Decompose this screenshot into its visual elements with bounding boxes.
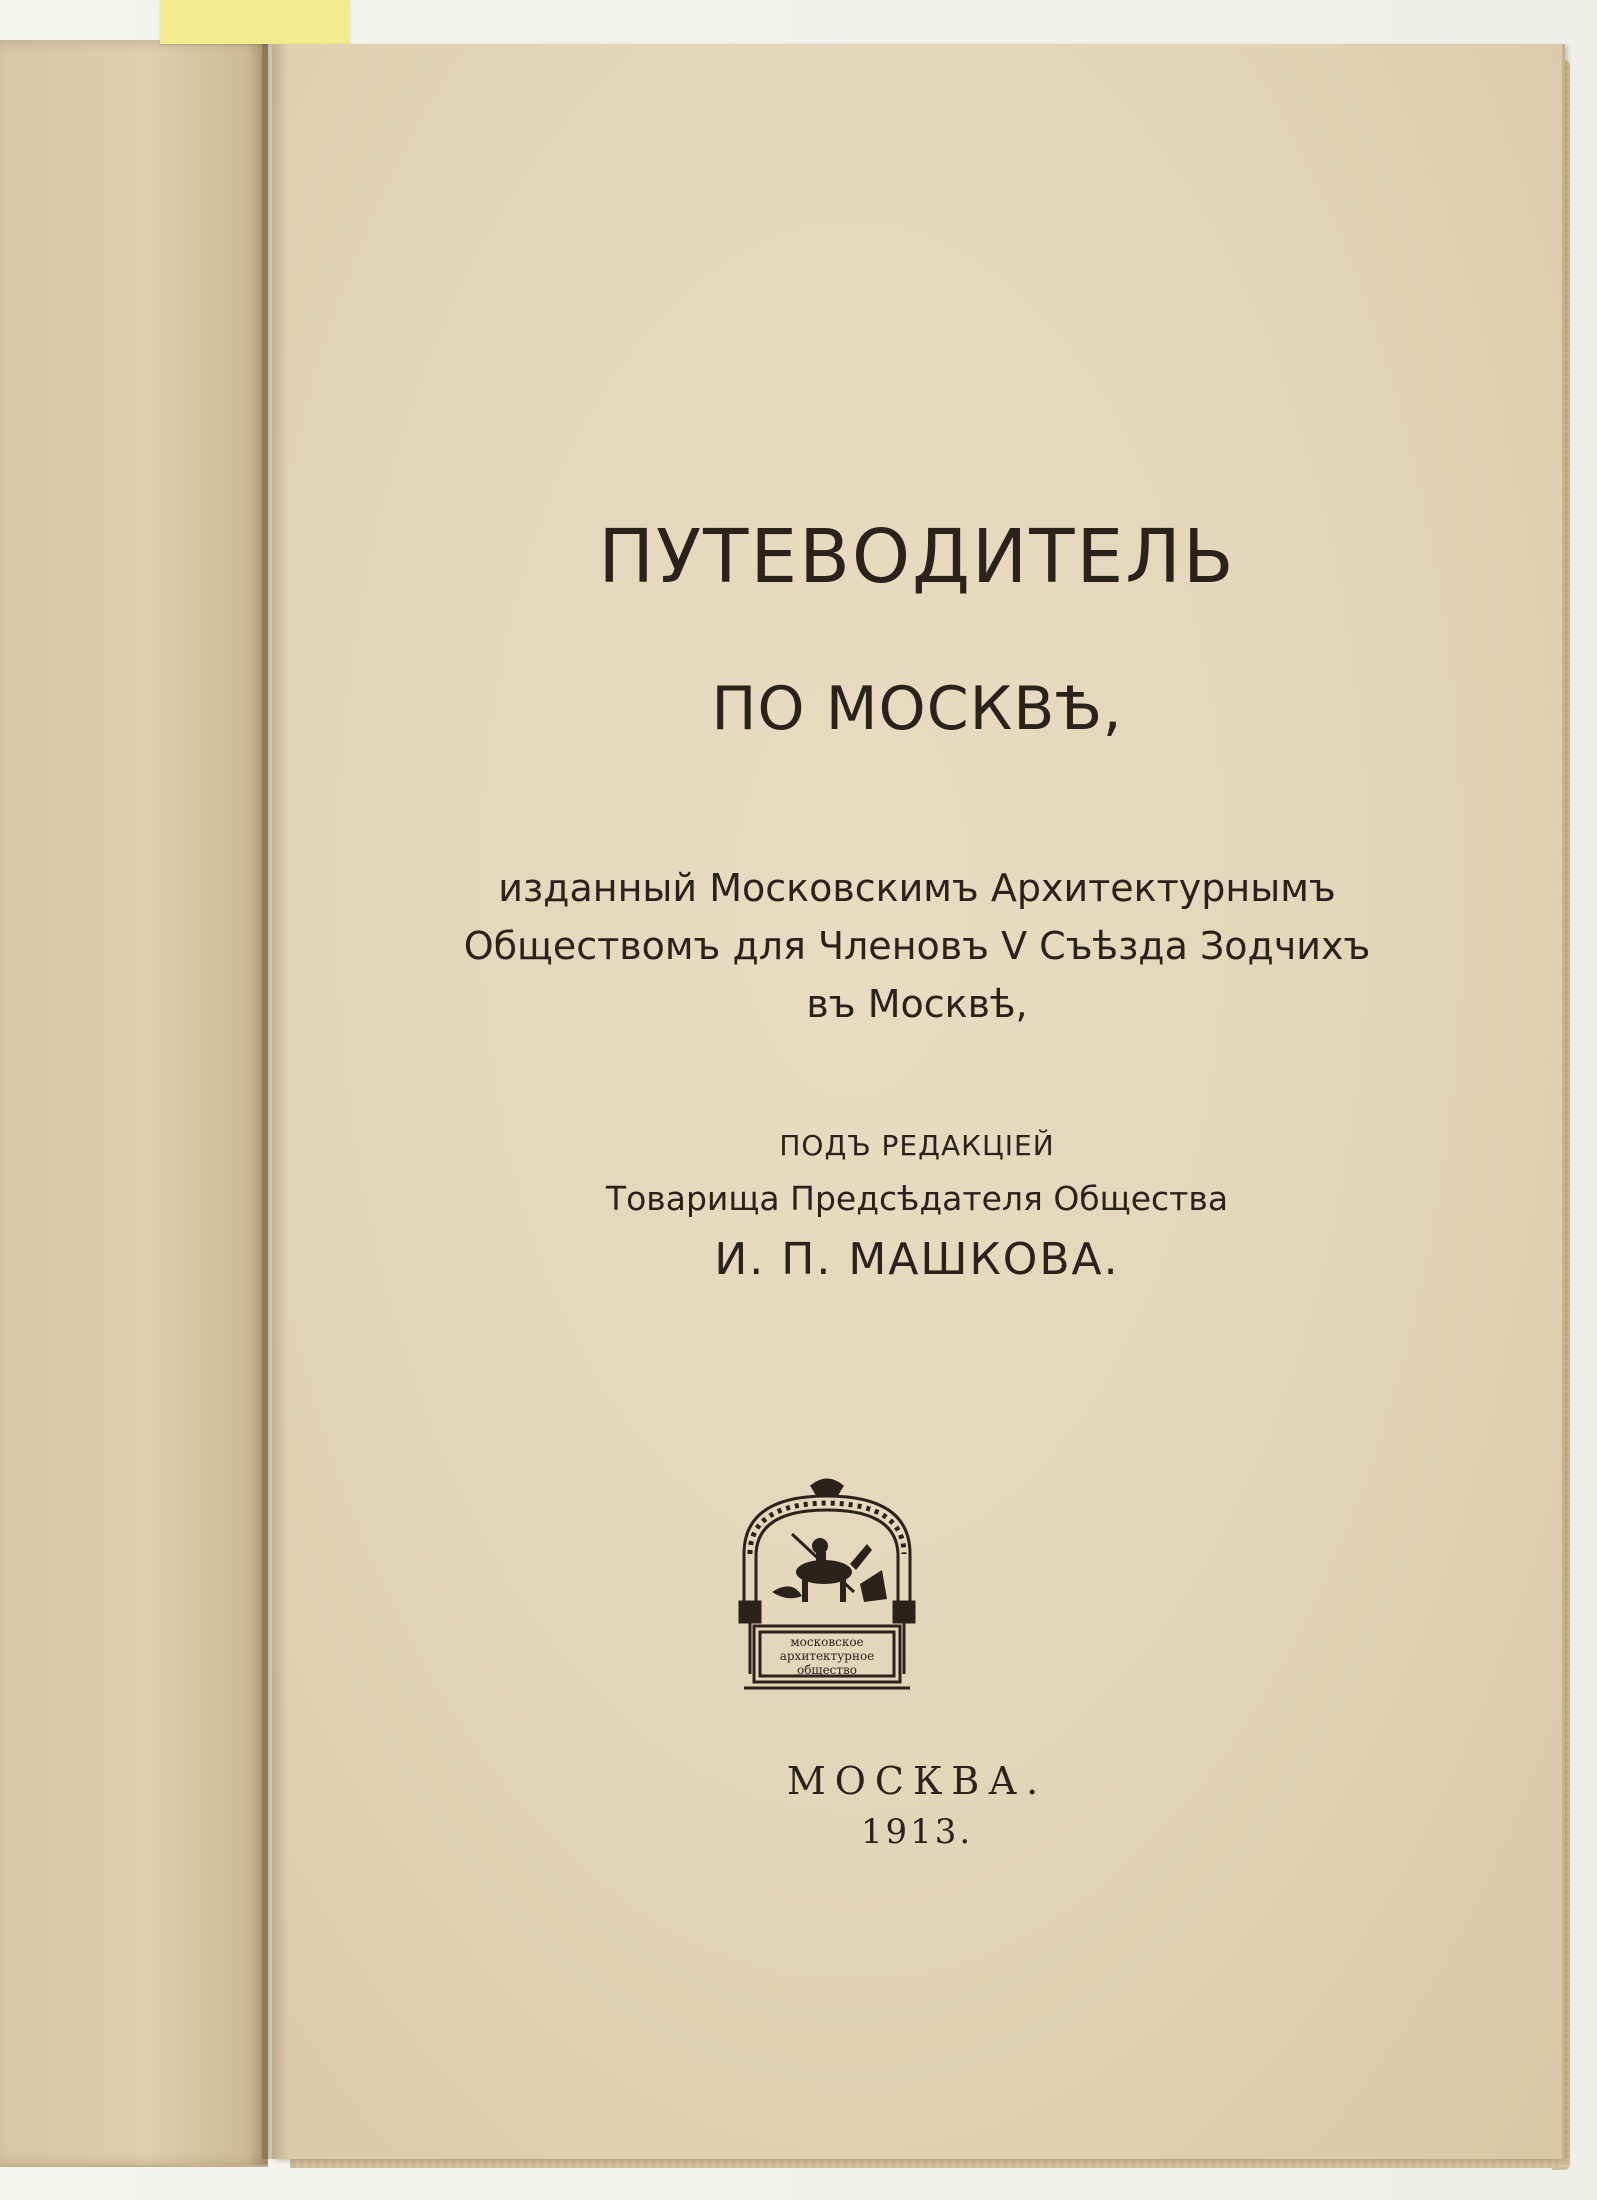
editor-label: ПОДЪ РЕДАКЦІЕЙ [779,1129,1055,1162]
sticky-note [160,0,350,44]
emblem-line-1: московское [790,1635,864,1649]
editor-name: И. П. МАШКОВА. [714,1234,1120,1285]
society-emblem-icon [732,1474,922,1704]
book-subtitle: ПО МОСКВѢ, [711,674,1123,744]
description-line-3: въ Москвѣ, [806,982,1028,1026]
publication-year: 1913. [860,1812,974,1852]
description-line-1: изданный Московскимъ Архитектурнымъ [498,866,1336,910]
editor-role: Товарища Предсѣдателя Общества [605,1179,1229,1218]
title-page [272,44,1565,2159]
left-page [0,40,268,2167]
emblem-line-3: общество [796,1663,858,1677]
gutter-shadow [262,44,288,2159]
emblem-line-2: архитектурное [779,1649,875,1663]
publication-city: МОСКВА. [786,1759,1048,1803]
description-line-2: Обществомъ для Членовъ V Съѣзда Зодчихъ [463,924,1371,968]
publisher-description [272,859,1562,1033]
book-title: ПУТЕВОДИТЕЛЬ [598,514,1236,600]
